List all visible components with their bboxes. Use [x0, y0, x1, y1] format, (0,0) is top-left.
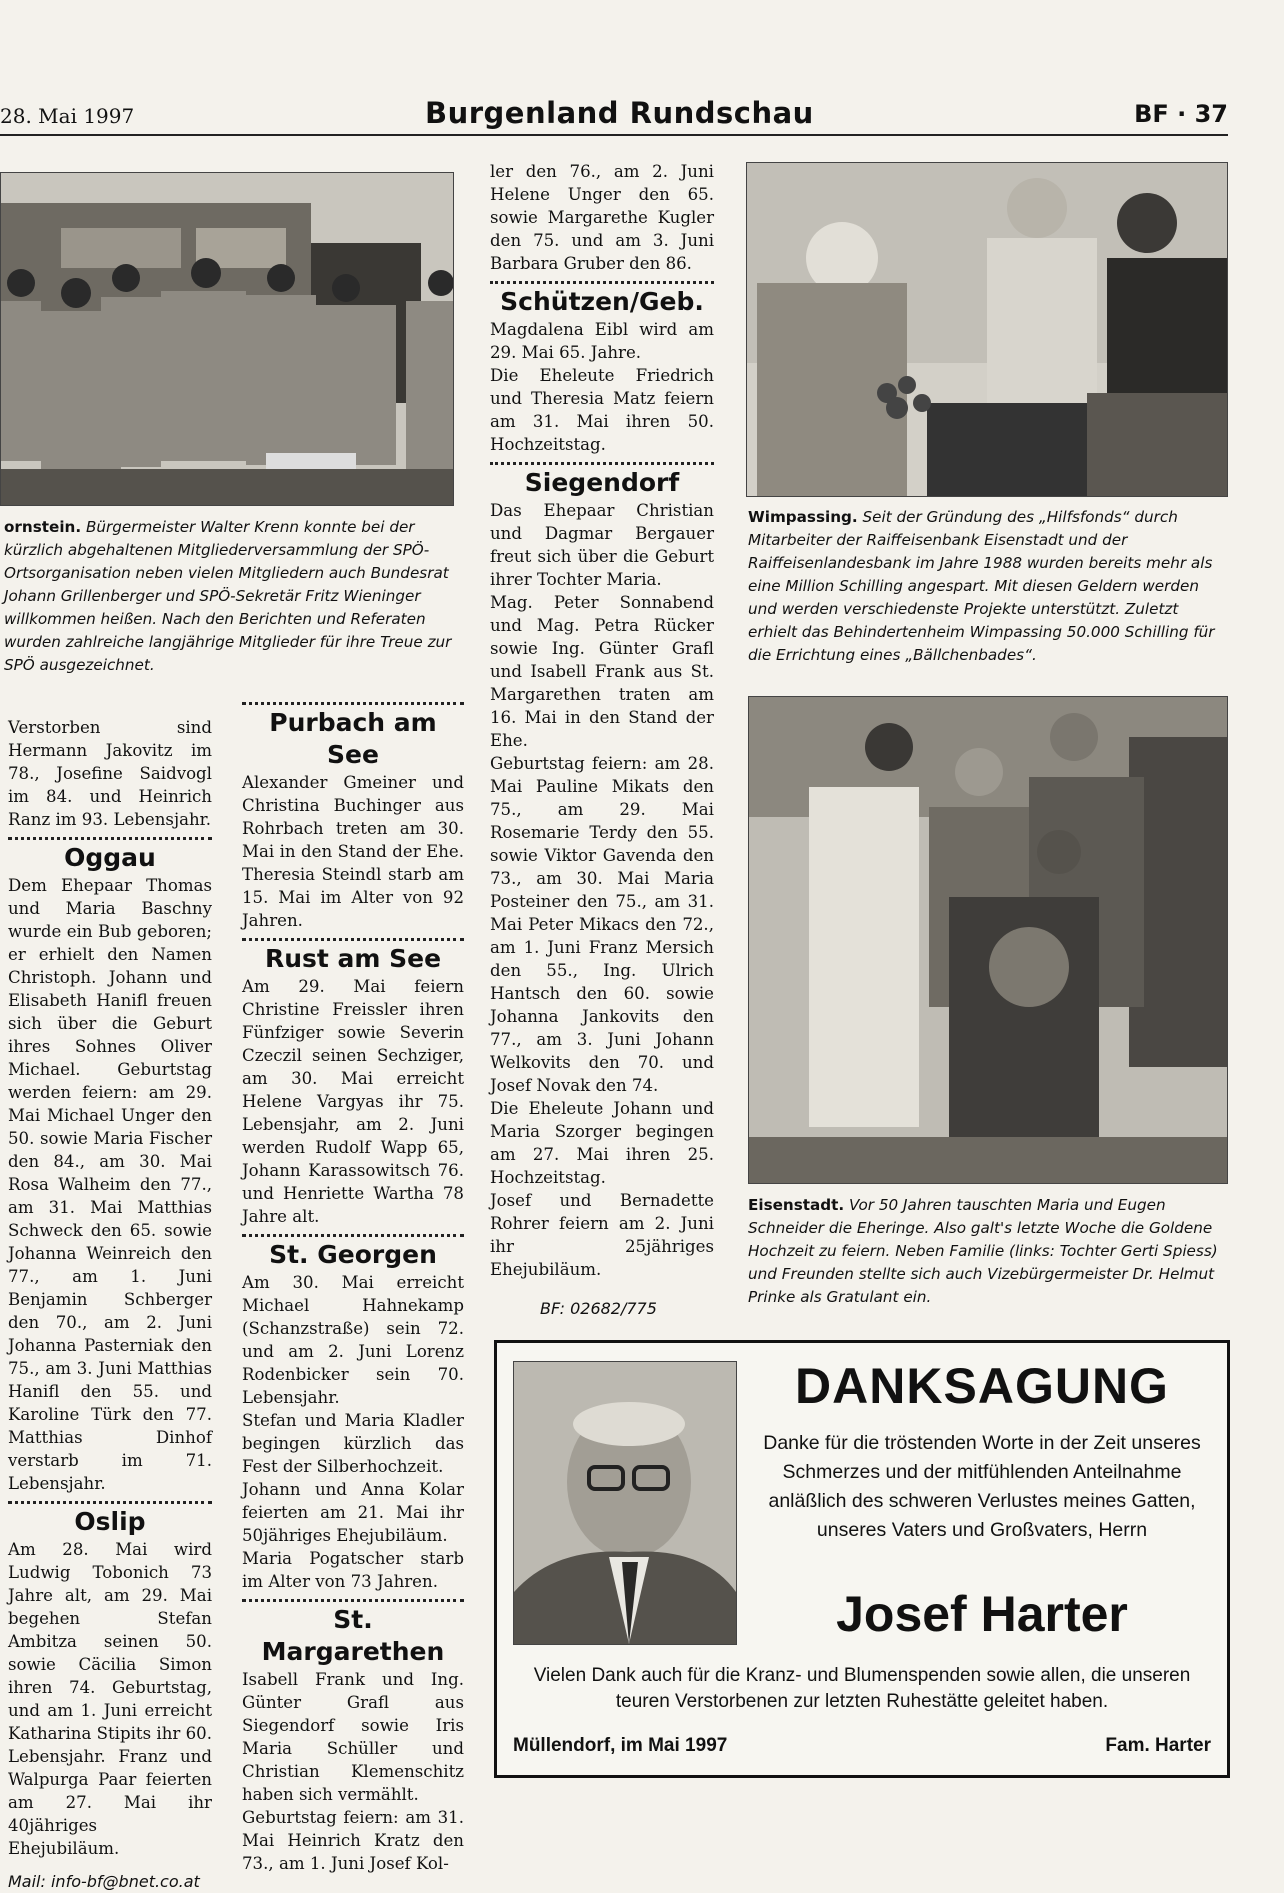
caption-text: Seit der Gründung des „Hilfsfonds“ durch Mitarbeiter der Raiffeisenbank Eisenstadt und der Raiffeisenlandesbank im Jahre 1988 wurden bereits mehr als eine Million Schilling angespart. Mit diesen Geldern werden und werden verschiedenste Projekte unterstützt. Zuletzt erhielt das Behindertenheim Wimpassing 50.000 Schilling für die Errichtung eines „Bällchenbades“.: [748, 508, 1215, 664]
section-title: St. Georgen: [269, 1240, 437, 1269]
place-date: Müllendorf, im Mai 1997: [513, 1735, 728, 1756]
contact-email: Mail: info-bf@bnet.co.at: [8, 1872, 200, 1891]
section-siegendorf: [490, 462, 714, 1281]
page-header: [0, 90, 1228, 136]
author-phone: BF: 02682/775: [540, 1299, 657, 1318]
section-text: Am 28. Mai wird Ludwig Tobonich 73 Jahre alt, am 29. Mai begehen Stefan Ambitza seinen 50. sowie Cäcilia Simon ihren 74. Geburtstag, und am 1. Juni erreicht Katharina Stipits ihr 60. Lebensjahr. Franz und Walpurga Paar feierten am 27. Mai ihr 40jähriges Ehejubiläum.: [8, 1540, 212, 1858]
section-text: Am 29. Mai feiern Christine Freissler ihren Fünfziger sowie Severin Czeczil seinen Sechziger, am 30. Mai erreicht Helene Vargyas ihr 75. Lebensjahr, am 2. Juni werden Rudolf Wapp 65, Johann Karassowitsch 76. und Henriette Wartha 78 Jahre alt.: [242, 977, 464, 1226]
section-rust: [242, 938, 464, 1228]
section-oslip: [8, 1501, 212, 1860]
col1-intro: Verstorben sind Hermann Jakovitz im 78., Josefine Saidvogl im 84. und Heinrich Ranz im 93. Lebensjahr.: [8, 718, 212, 829]
section-text: Geburtstag feiern: am 28. Mai Pauline Mikats den 75., am 29. Mai Rosemarie Terdy den 55. sowie Viktor Gavenda den 73., am 30. Mai Maria Posteiner den 75., am 31. Mai Peter Mikacs den 72., am 1. Juni Franz Mersich den 55., Ing. Ulrich Hantsch den 60. sowie Johanna Jankovits den 77., am 3. Juni Johann Welkovits den 70. und Josef Novak den 74.: [490, 754, 714, 1095]
section-text: Johann und Anna Kolar feierten am 21. Mai ihr 50jähriges Ehejubiläum.: [242, 1480, 464, 1545]
photo-eisenstadt: [748, 696, 1228, 1184]
section-title: Oslip: [74, 1507, 146, 1536]
caption-text: Vor 50 Jahren tauschten Maria und Eugen Schneider die Eheringe. Also galt's letzte Woche die Goldene Hochzeit zu feiern. Neben Familie (links: Tochter Gerti Spiess) und Freunden stellte sich auch Vizebürgermeister Dr. Helmut Prinke als Gratulant ein.: [748, 1196, 1218, 1306]
section-title: Siegendorf: [524, 468, 680, 497]
column-2: [242, 696, 464, 1875]
section-schuetzen: [490, 281, 714, 456]
section-text: Am 30. Mai erreicht Michael Hahnekamp (Schanzstraße) sein 72. und am 2. Juni Lorenz Rodenbicker sein 70. Lebensjahr.: [242, 1273, 464, 1407]
portrait-photo: [513, 1361, 737, 1645]
photo-eisenstadt-caption: [748, 1194, 1228, 1309]
section-text: Die Eheleute Friedrich und Theresia Matz feiern am 31. Mai ihren 50. Hochzeitstag.: [490, 366, 714, 454]
section-text: Maria Pogatscher starb im Alter von 73 Jahren.: [242, 1549, 464, 1591]
section-title: Rust am See: [264, 944, 442, 973]
photo-wimpassing-image: [747, 163, 1227, 496]
photo-meeting-caption: [4, 516, 456, 677]
col3-intro: ler den 76., am 2. Juni Helene Unger den 65. sowie Margarethe Kugler den 75. und am 3. Juni Barbara Gruber den 86.: [490, 162, 714, 273]
section-purbach: [242, 702, 464, 932]
column-3: [490, 160, 714, 1320]
section-text: Alexander Gmeiner und Christina Buchinger aus Rohrbach treten am 30. Mai in den Stand der Ehe. Theresia Steindl starb am 15. Mai im Alter von 92 Jahren.: [242, 773, 464, 930]
danksagung-title: DANKSAGUNG: [795, 1358, 1169, 1414]
photo-eisenstadt-image: [749, 697, 1227, 1183]
section-text: Dem Ehepaar Thomas und Maria Baschny wurde ein Bub geboren; er erhielt den Namen Christoph. Johann und Elisabeth Hanifl freuen sich über die Geburt ihres Sohnes Oliver Michael. Geburtstag werden feiern: am 29. Mai Michael Unger den 50. sowie Maria Fischer den 84., am 30. Mai Rosa Walheim den 77., am 31. Mai Matthias Schweck den 65. sowie Johanna Weinreich den 77., am 1. Juni Benjamin Schberger den 70., am 2. Juni Johanna Pasterniak den 75., am 3. Juni Matthias Hanifl den 55. und Karoline Türk den 77. Matthias Dinhof verstarb im 71. Lebensjahr.: [8, 876, 212, 1493]
caption-place: Wimpassing.: [748, 508, 858, 526]
section-text: Geburtstag feiern: am 31. Mai Heinrich Kratz den 73., am 1. Juni Josef Kol-: [242, 1808, 464, 1873]
danksagung-text: Danke für die tröstenden Worte in der Zeit unseres Schmerzes und der mitfühlenden Anteilnahme anläßlich des schweren Verlustes meines Gatten, unseres Vaters und Großvaters, Herrn: [763, 1432, 1201, 1541]
section-text: Magdalena Eibl wird am 29. Mai 65. Jahre.: [490, 320, 714, 362]
newspaper-title: Burgenland Rundschau: [425, 96, 814, 130]
section-title: Schützen/Geb.: [500, 287, 704, 316]
section-title: St. Margarethen: [261, 1605, 445, 1666]
issue-date: 28. Mai 1997: [0, 104, 135, 128]
danksagung-thanks: Vielen Dank auch für die Kranz- und Blumenspenden sowie allen, die unseren teuren Verstorbenen zur letzten Ruhestätte geleitet haben.: [533, 1665, 1191, 1712]
caption-place: ornstein.: [4, 518, 82, 536]
column-1: [8, 716, 212, 1893]
caption-place: Eisenstadt.: [748, 1196, 845, 1214]
photo-meeting: [0, 172, 454, 506]
section-title: Purbach am See: [269, 708, 437, 769]
section-title: Oggau: [64, 843, 156, 872]
section-oggau: [8, 837, 212, 1495]
portrait-image: [514, 1362, 736, 1644]
section-text: Isabell Frank und Ing. Günter Grafl aus Siegendorf sowie Iris Maria Schüller und Christian Klemenschitz haben sich vermählt.: [242, 1670, 464, 1804]
photo-meeting-image: [1, 173, 453, 505]
section-text: Stefan und Maria Kladler begingen kürzlich das Fest der Silberhochzeit.: [242, 1411, 464, 1476]
section-text: Die Eheleute Johann und Maria Szorger begingen am 27. Mai ihren 25. Hochzeitstag.: [490, 1099, 714, 1187]
danksagung-box: [494, 1340, 1230, 1778]
section-text: Josef und Bernadette Rohrer feiern am 2. Juni ihr 25jähriges Ehejubiläum.: [490, 1191, 714, 1279]
deceased-name: Josef Harter: [836, 1586, 1128, 1642]
photo-wimpassing-caption: [748, 506, 1228, 667]
caption-text: Bürgermeister Walter Krenn konnte bei der kürzlich abgehaltenen Mitgliederversammlung der SPÖ-Ortsorganisation neben vielen Mitgliedern auch Bundesrat Johann Grillenberger und SPÖ-Sekretär Fritz Wieninger willkommen heißen. Nach den Berichten und Referaten wurden zahlreiche langjährige Mitglieder für ihre Treue zur SPÖ ausgezeichnet.: [4, 518, 452, 674]
page-number: BF · 37: [1134, 100, 1228, 128]
section-st-georgen: [242, 1234, 464, 1593]
section-text: Mag. Peter Sonnabend und Mag. Petra Rücker sowie Ing. Günter Grafl und Isabell Frank aus St. Margarethen traten am 16. Mai in den Stand der Ehe.: [490, 593, 714, 750]
family-signature: Fam. Harter: [1105, 1735, 1211, 1756]
section-st-margarethen: [242, 1599, 464, 1875]
section-text: Das Ehepaar Christian und Dagmar Bergauer freut sich über die Geburt ihrer Tochter Maria.: [490, 501, 714, 589]
photo-wimpassing: [746, 162, 1228, 497]
